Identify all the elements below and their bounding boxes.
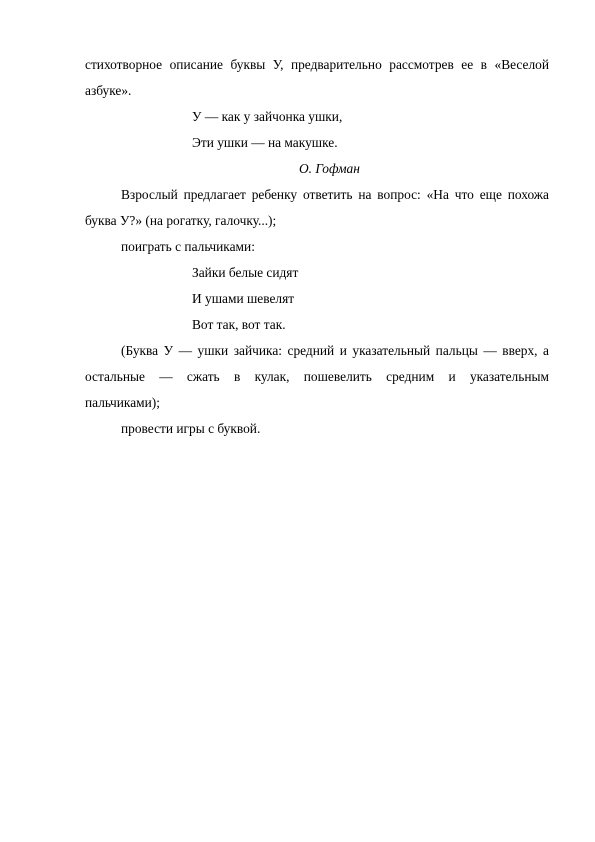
fingers-intro: поиграть с пальчиками: bbox=[121, 239, 255, 254]
poem2-line-3: Вот так, вот так. bbox=[192, 317, 286, 332]
explanation-line-2: остальные — сжать в кулак, пошевелить средним и указательным bbox=[85, 369, 549, 384]
games-line: провести игры с буквой. bbox=[121, 421, 261, 436]
poem1-line-2: Эти ушки — на макушке. bbox=[192, 135, 338, 150]
explanation-line-3: пальчиками); bbox=[85, 395, 160, 410]
explanation-line-1: (Буква У — ушки зайчика: средний и указательный пальцы — вверх, а bbox=[121, 343, 549, 358]
poem1-author: О. Гофман bbox=[299, 161, 360, 176]
poem2-line-1: Зайки белые сидят bbox=[192, 265, 299, 280]
question-line-2: буква У?» (на рогатку, галочку...); bbox=[85, 213, 277, 228]
poem2-line-2: И ушами шевелят bbox=[192, 291, 295, 306]
question-line-1: Взрослый предлагает ребенку ответить на вопрос: «На что еще похожа bbox=[121, 187, 549, 202]
intro-line-1: стихотворное описание буквы У, предварительно рассмотрев ее в «Веселой bbox=[85, 57, 549, 72]
poem1-line-1: У — как у зайчонка ушки, bbox=[192, 109, 343, 124]
intro-line-2: азбуке». bbox=[85, 83, 132, 98]
